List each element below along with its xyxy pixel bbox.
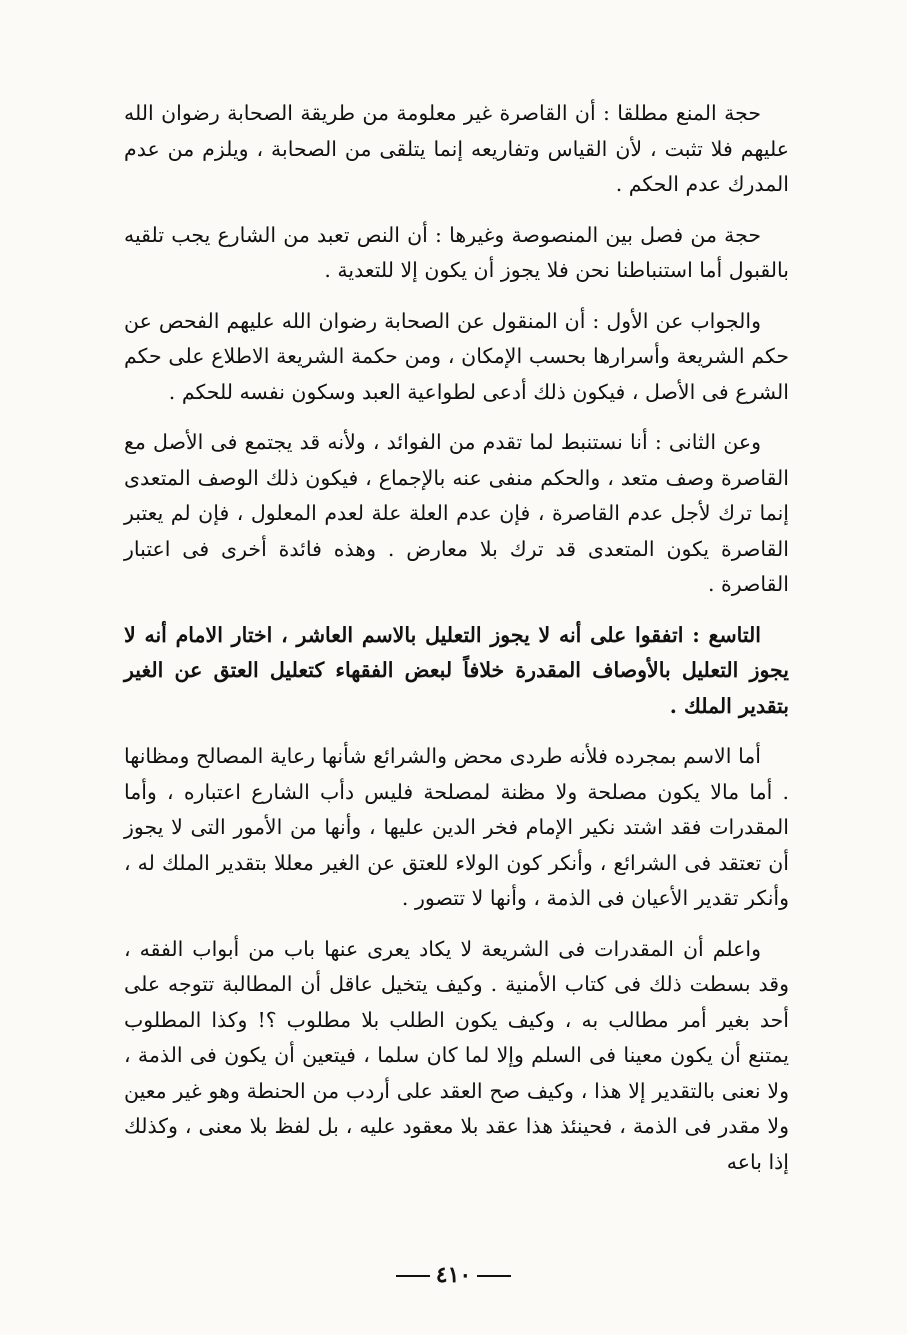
paragraph-4-text: وعن الثانى : أنا نستنبط لما تقدم من الفوائد ، ولأنه قد يجتمع فى الأصل مع القاصرة وصف متعد ، والحكم منفى عنه بالإجماع ، فيكون ذلك الوصف المتعدى إنما ترك لأجل عدم القاصرة ، فإن عدم العلة علة لعدم المعلول ، فإن لم يعتبر القاصرة يكون المتعدى قد ترك بلا معارض . وهذه فائدة أخرى فى اعتبار القاصرة . [124,430,789,596]
paragraph-7-text: واعلم أن المقدرات فى الشريعة لا يكاد يعرى عنها باب من أبواب الفقه ، وقد بسطت ذلك فى كتاب الأمنية . وكيف يتخيل عاقل أن المطالبة تتوجه على أحد بغير أمر مطالب به ، وكيف يكون الطلب بلا مطلوب ؟! وكذا المطلوب يمتنع أن يكون معينا فى السلم وإلا لما كان سلما ، فيتعين أن يكون فى الذمة ، ولا نعنى بالتقدير إلا هذا ، وكيف صح العقد على أردب من الحنطة وهو غير معين ولا مقدر فى الذمة ، فحينئذ هذا عقد بلا معقود عليه ، بل لفظ بلا معنى ، وكذلك إذا باعه [124,936,789,1174]
paragraph-2-text: حجة من فصل بين المنصوصة وغيرها : أن النص تعبد من الشارع يجب تلقيه بالقبول أما استنباطنا نحن فلا يجوز أن يكون إلا للتعدية . [124,222,789,282]
page-number-dash-left [396,1275,430,1277]
section-heading-paragraph [124,618,789,725]
paragraph-1-text: حجة المنع مطلقا : أن القاصرة غير معلومة من طريقة الصحابة رضوان الله عليهم فلا تثبت ، لأن القياس وتفاريعه إنما يتلقى من الصحابة ، ويلزم من عدم المدرك عدم الحكم . [124,101,789,196]
paragraph-1 [124,96,789,203]
paragraph-6 [124,739,789,917]
paragraph-2 [124,218,789,289]
page-number [0,1262,907,1288]
paragraph-6-text: أما الاسم بمجرده فلأنه طردى محض والشرائع شأنها رعاية المصالح ومظانها . أما مالا يكون مصلحة ولا مظنة لمصلحة فليس دأب الشارع اعتباره ، وأما المقدرات فقد اشتد نكير الإمام فخر الدين عليها ، وأنها من الأمور التى لا يجوز أن تعتقد فى الشرائع ، وأنكر كون الولاء للعتق عن الغير معللا بتقدير الملك له ، وأنكر تقدير الأعيان فى الذمة ، وأنها لا تتصور . [124,744,789,910]
paragraph-3-text: والجواب عن الأول : أن المنقول عن الصحابة رضوان الله عليهم الفحص عن حكم الشريعة وأسرارها بحسب الإمكان ، ومن حكمة الشريعة الاطلاع على حكم الشرع فى الأصل ، فيكون ذلك أدعى لطواعية العبد وسكون نفسه للحكم . [124,308,789,404]
section-heading-text: التاسع : اتفقوا على أنه لا يجوز التعليل بالاسم العاشر ، اختار الامام أنه لا يجوز التعليل بالأوصاف المقدرة خلافاً لبعض الفقهاء كتعليل العتق عن الغير بتقدير الملك . [124,622,789,718]
paragraph-7 [124,932,789,1181]
page-number-text: ٤١٠ [435,1262,472,1288]
paragraph-3 [124,304,789,411]
page-number-dash-right [477,1275,511,1277]
paragraph-4 [124,425,789,603]
